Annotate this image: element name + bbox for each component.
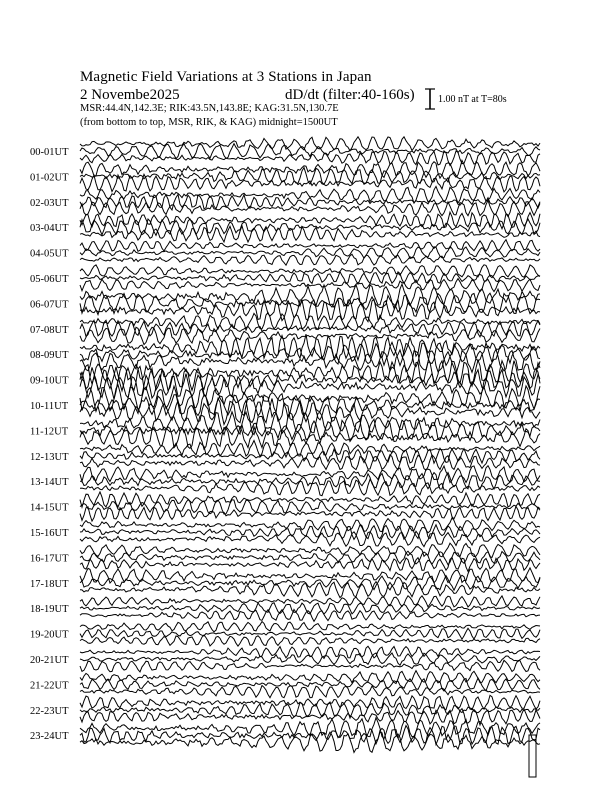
trace-msr bbox=[80, 226, 540, 242]
trace-kag bbox=[80, 466, 540, 483]
trace-msr bbox=[80, 531, 540, 546]
trace-kag bbox=[80, 718, 540, 739]
station-order-note: (from bottom to top, MSR, RIK, & KAG) midnight=1500UT bbox=[80, 117, 338, 128]
hour-label: 08-09UT bbox=[30, 350, 69, 362]
trace-msr bbox=[80, 635, 540, 646]
hour-label: 13-14UT bbox=[30, 477, 69, 489]
hour-label: 16-17UT bbox=[30, 553, 69, 565]
hour-label: 23-24UT bbox=[30, 731, 69, 743]
hour-label: 12-13UT bbox=[30, 451, 69, 463]
hour-label: 05-06UT bbox=[30, 274, 69, 285]
trace-msr bbox=[80, 686, 540, 698]
trace-msr bbox=[80, 254, 540, 265]
hour-label: 06-07UT bbox=[30, 299, 69, 311]
trace-msr bbox=[80, 480, 540, 496]
trace-kag bbox=[80, 441, 540, 458]
hour-label: 00-01UT bbox=[30, 147, 69, 158]
trace-kag bbox=[80, 568, 540, 583]
trace-msr bbox=[80, 151, 540, 166]
station-coordinates: MSR:44.4N,142.3E; RIK:43.5N,143.8E; KAG:31.5N,130.7E bbox=[80, 103, 339, 114]
trace-kag bbox=[80, 543, 540, 557]
hour-label: 03-04UT bbox=[30, 223, 69, 235]
trace-msr bbox=[80, 609, 540, 621]
trace-rik bbox=[80, 247, 540, 259]
trace-msr bbox=[80, 398, 540, 424]
hour-label: 22-23UT bbox=[30, 705, 69, 717]
trace-msr bbox=[80, 506, 540, 521]
hour-label: 15-16UT bbox=[30, 528, 69, 539]
trace-kag bbox=[80, 334, 540, 360]
hour-label: 21-22UT bbox=[30, 680, 69, 692]
hour-label: 09-10UT bbox=[30, 375, 69, 387]
scale-bar bbox=[425, 89, 435, 109]
hour-label: 14-15UT bbox=[30, 502, 69, 514]
trace-rik bbox=[80, 525, 540, 540]
trace-kag bbox=[80, 596, 540, 607]
hour-label: 04-05UT bbox=[30, 248, 69, 260]
hour-label: 17-18UT bbox=[30, 578, 69, 590]
hour-label: 19-20UT bbox=[30, 629, 69, 641]
trace-kag bbox=[80, 137, 540, 151]
trace-kag bbox=[80, 646, 540, 658]
chart-title: Magnetic Field Variations at 3 Stations in Japan bbox=[80, 69, 372, 85]
trace-rik bbox=[80, 500, 540, 515]
hour-label: 18-19UT bbox=[30, 604, 69, 616]
scale-bar-label: 1.00 nT at T=80s bbox=[438, 94, 507, 105]
hour-label: 10-11UT bbox=[30, 401, 69, 412]
hour-label: 07-08UT bbox=[30, 324, 69, 336]
trace-msr bbox=[80, 660, 540, 672]
component-label: dD/dt (filter:40-160s) bbox=[285, 87, 415, 103]
trace-kag bbox=[80, 265, 540, 278]
trace-kag bbox=[80, 622, 540, 632]
hour-label: 11-12UT bbox=[30, 426, 69, 438]
hour-label: 01-02UT bbox=[30, 172, 69, 184]
trace-msr bbox=[80, 709, 540, 725]
hour-label: 20-21UT bbox=[30, 655, 69, 666]
hour-label: 02-03UT bbox=[30, 197, 69, 209]
date-label: 2 Novembe2025 bbox=[80, 87, 180, 103]
